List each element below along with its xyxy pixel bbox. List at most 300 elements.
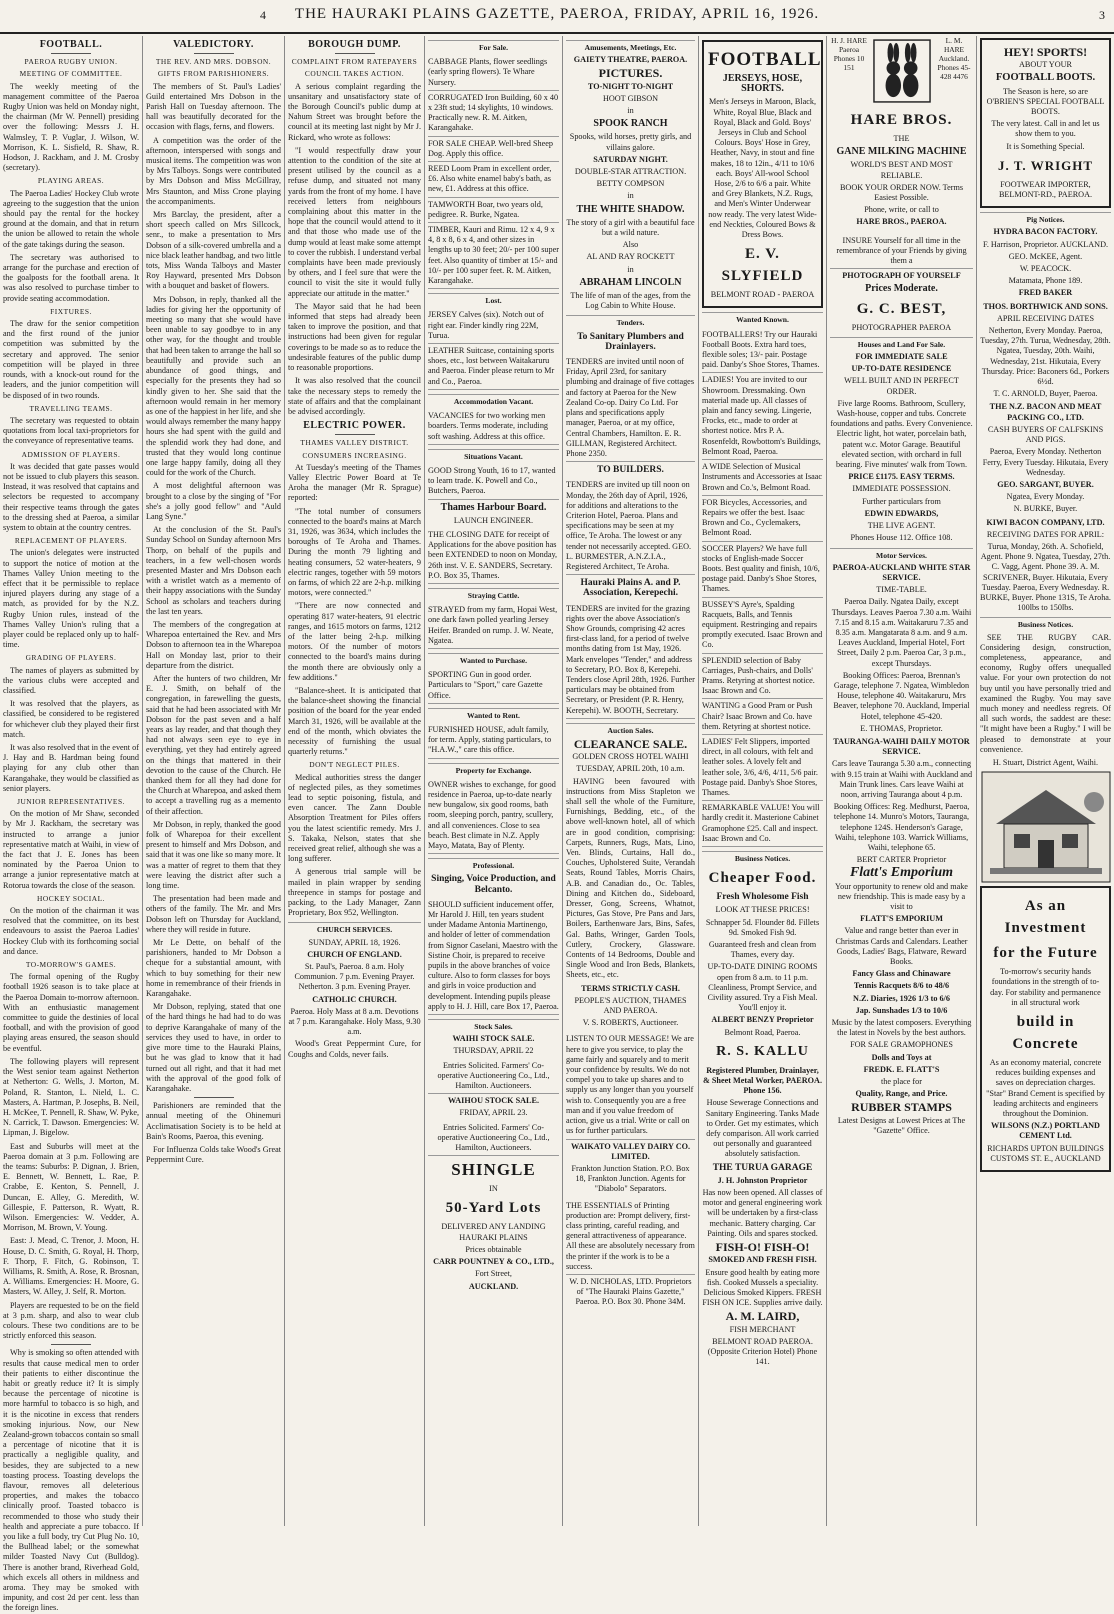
masthead xyxy=(0,6,1114,30)
paragraph: The following players will represent the West senior team against Netherton at Netherton: G. Wells, J. Morton, M. Poland, R. Stanton, L. Nield, L. C. Masters, A. Hartman, P. Josephs, B. Neil, H. McKee, T. Pennell, R. Shaw, W. Pyke, N. Carrick, T. Dawson. Emergencies: W. Lipman, J. Bigelow. xyxy=(3,1056,139,1138)
music: Music by the latest composers. Everything the latest in Novels by the best authors. xyxy=(831,1018,972,1038)
column-valedictory xyxy=(142,36,284,1526)
divider xyxy=(335,434,375,435)
auctioneer: V. S. ROBERTS, Auctioneer. xyxy=(582,1018,679,1028)
classified-ad: FOR Bicycles, Accessories, and Repairs we offer the best. Isaac Brown and Co., Cyclemakers, Belmont Road. xyxy=(702,496,823,542)
classified-heading: Tenders. xyxy=(566,315,695,328)
hey-sports: HEY! SPORTS! xyxy=(1003,45,1088,59)
classified-ad: TIMBER, Kauri and Rimu. 12 x 4, 9 x 4, 8 x 8, 6 x 4, and other sizes in lengths up to 30 feet; 20/- per 100 super feet. Also quantity of timber at 15/- and 10/- per 100 super feet. R. M. Aitken, Karangahake. xyxy=(428,223,559,289)
hotel-name: GOLDEN CROSS HOTEL WAIHI xyxy=(572,752,689,762)
classified-heading: Houses and Land For Sale. xyxy=(830,337,973,350)
dates: Netherton, Every Monday. Paeroa, Tuesday, 27th. Turua, Wednesday, 28th. Ngatea, Tuesday, 20th. Waihi, Wednesday, 21st. Hikutaia, Every Thursday. Price: Baconers 6d., Porkers 6½d. xyxy=(980,326,1111,387)
wright-advert xyxy=(980,38,1111,208)
ad-date: FRIDAY, APRIL 23. xyxy=(459,1108,528,1118)
nzb-dates: Paeroa, Every Monday. Netherton Ferry, Every Tuesday. Hikutaia, Every Wednesday. xyxy=(982,447,1109,477)
cash-buyers: CASH BUYERS OF CALFSKINS AND PIGS. xyxy=(987,424,1104,445)
paragraph: It was also resolved that the council take the necessary steps to remedy the state of affairs and that the complainant be advised accordingly. xyxy=(288,376,421,416)
hare-left: H. J. HARE Paeroa Phones 10 151 xyxy=(831,36,867,72)
tender-notice: TENDERS are invited until noon of Friday, April 23rd, for sanitary plumbing and drainage of five cottages and factory at Paeroa for the New Zealand Co-op. Dairy Co Ltd. For plans and specifications apply manager, Paeroa, or at my office, Central Chambers, Hamilton. E. R. GILLMAN, Registered Architect. Phone 2350. xyxy=(566,355,695,462)
divider xyxy=(51,53,91,54)
flatts-heading: Flatt's Emporium xyxy=(849,865,954,881)
shingle-address: Fort Street, xyxy=(475,1269,512,1279)
latest: The very latest. Call in and let us show them to you. xyxy=(991,119,1100,139)
paragraph: Mr Dobson, replying, stated that one of the hard things he had had to do was to deprive Karangahake of many of the services they used to have, in order to give more time to the Hauraki Plains, but he was glad to know that it had turned out all right, and that it had met with the approval of the good folk of Karangahake. xyxy=(146,1002,281,1093)
classified-ad: Entries Solicited. Farmers' Co-operative Auctioneering Co., Ltd., Hamilton, Auctioneers. xyxy=(428,1121,559,1157)
clearance-date: TUESDAY, APRIL 20th, 10 a.m. xyxy=(576,764,685,774)
nz-bacon: THE N.Z. BACON AND MEAT PACKING CO., LTD. xyxy=(989,402,1102,422)
article-heading: FOOTBALL. xyxy=(39,39,103,50)
dolls: Dolls and Toys at xyxy=(871,1052,932,1062)
diaries: N.Z. Diaries, 1926 1/3 to 6/6 xyxy=(853,993,950,1003)
also-label: Also xyxy=(622,240,639,250)
boots: FOOTBALL BOOTS. xyxy=(995,72,1096,84)
shingle-price: Prices obtainable xyxy=(465,1244,522,1254)
classified-heading: Motor Services. xyxy=(830,548,973,561)
paragraph: It was decided that gate passes would not be issued to club players this season. Instead, it was resolved that captains and selectors be requested to accompany their respective teams through the gates to the dressing shed at Paeroa, a similar system to obtain at the country centres. xyxy=(3,461,139,532)
paragraph: East and Suburbs will meet at the Paeroa domain at 3 p.m. Following are the teams: Suburbs: P. Dignan, J. Brien, E. Bennett, W. Bennett, L. Rae, P. Crabbe, E. Kenton, S. Pennell, J. Duncan, E. Alley, G. Meredith, W. Gillespie, F. Patterson, R. Wyatt, R. Wilson. Emergencies: W. Vedder, A. Morrison, M. Brown, V. Young. xyxy=(3,1141,139,1233)
classified-ad: TAMWORTH Boar, two years old, pedigree. R. Burke, Ngatea. xyxy=(428,198,559,223)
slyfield-address: BELMONT ROAD - PAEROA xyxy=(710,290,815,300)
masthead-rule xyxy=(0,32,1114,34)
dairy-company: WAIKATO VALLEY DAIRY CO. LIMITED. xyxy=(570,1141,691,1161)
section-heading: GIFTS FROM PARISHIONERS. xyxy=(157,69,270,79)
fish-o-body: Ensure good health by eating more fish. Cooked Mussels a speciality. Delicious Smoked Kippers. FRESH FISH ON ICE. Supplies arrive daily. xyxy=(702,1267,823,1308)
classified-ad: SHOULD sufficient inducement offer, Mr Harold J. Hill, ten years student under Madame Antonia Martinengo, and holder of letter of commendation from Signor Caselani, Maestro with the Sistine Choir, is prepared to receive pupils in the above branches of voice culture. Also to form classes for boys and girls in voice production and development. Intending pupils please apply to H. J. Hill, care Box 17, Paeroa. xyxy=(428,898,559,1015)
arnold: T. C. ARNOLD, Buyer, Paeroa. xyxy=(993,389,1098,399)
paragraph: The presentation had been made and others of the family. The Mr. and Mrs Dobson left on Thursday for Auckland, where they will reside in future. xyxy=(146,894,281,934)
section-heading: CONSUMERS INCREASING. xyxy=(302,450,407,460)
in-label: in xyxy=(627,106,634,116)
future-body: To-morrow's security hands foundations in the strength of to-day. For stability and permanence in all structural work xyxy=(990,967,1101,1007)
classified-ad: A WIDE Selection of Musical Instruments and Accessories at Isaac Brown and Co.'s, Belmont Road. xyxy=(702,460,823,496)
wilsons: WILSONS (N.Z.) PORTLAND CEMENT Ltd. xyxy=(991,1121,1100,1141)
classified-heading: Straying Cattle. xyxy=(428,588,559,601)
fancy-glass: Fancy Glass and Chinaware xyxy=(852,969,951,979)
kiwi-dates: Turua, Monday, 26th. A. Schofield, Agent. Phone 9. Ngatea, Tuesday, 27th. C. Vagg, Agent. Phone 39. A. M. SCRIVENER, Buyer. Hikutaia, Every Tuesday. Paeroa, Every Wednesday. R. BURKE, Buyer. Phone 131S, Te Aroha. 100lbs to 150lbs. xyxy=(980,541,1111,613)
kallu-subheading: Registered Plumber, Drainlayer, & Sheet Metal Worker, PAEROA. Phone 156. xyxy=(702,1065,822,1096)
paragraph: Why is smoking so often attended with results that cause medical men to order their patients to either discontinue the habit or greatly reduce it? It is simply because the percentage of nicotine is more harmful to tobacco is so high, and it is the nicotine in excess that renders smoking injurious. Now, our New Zealand-grown tobaccos contain so small a percentage of nicotine that it is practically a negligible quality, and besides, they are subjected to a new toasting process. Toasting develops the flavour, removes all deleterious properties, and makes the tobacco clinically proof. Toasted tobacco is recommended to those who study their health and appreciate a pure tobacco. If you like a full body, try Cut Plug No. 10, the Bullhead label; or the somewhat milder Toasted Navy Cut (Bulldog). There is another brand, Riverhead Gold, which excels all others in mildness and aroma. They may be smoked with impunity, and cost 2d per cent. less than the foreign lines. xyxy=(3,1348,139,1613)
church-services: Paeroa. Holy Mass at 8 a.m. Devotions at 7 p.m. Karangahake. Holy Mass, 9.30 a.m. xyxy=(288,1006,421,1037)
classified-ad: REED Loom Pram in excellent order, £6. Also white enamel baby's bath, as new, £1. Address at this office. xyxy=(428,162,559,198)
section-heading: PLAYING AREAS. xyxy=(37,176,105,186)
paragraph: The secretary was requested to obtain quotations from local taxi-proprietors for the conveyance of representative teams. xyxy=(3,415,139,446)
turua-garage: THE TURUA GARAGE xyxy=(712,1162,813,1173)
possession: IMMEDIATE POSSESSION. xyxy=(852,484,951,494)
kallu-name: R. S. KALLU xyxy=(716,1043,809,1059)
classified-ad: STRAYED from my farm, Hopai West, one dark fawn polled yearling Jersey Heifer. Branded on rump. J. W. Neate, Ngatea. xyxy=(428,603,559,649)
in-label: in xyxy=(627,191,634,201)
residence: UP-TO-DATE RESIDENCE xyxy=(851,364,952,374)
clearance-heading: CLEARANCE SALE. xyxy=(573,736,688,751)
classified-heading: Situations Vacant. xyxy=(428,449,559,462)
classified-heading: Professional. xyxy=(428,858,559,871)
best-name: G. C. BEST, xyxy=(856,300,947,317)
paragraph: A competition was the order of the afternoon, interspersed with songs and musical items. The competition was won by Mrs Talboys. Songs were contributed by Mrs Dobson and Miss McGillray, Mrs Staunton, and Miss Crone playing the accompaniments. xyxy=(146,135,281,206)
wright-name: J. T. WRIGHT xyxy=(997,157,1094,173)
agent: THE LIVE AGENT. xyxy=(867,521,936,531)
tender-notice: TENDERS are invited for the grazing rights over the above Association's Show Grounds, comprising 42 acres first-class land, for a period of twelve months dating from 1st May, 1926. Mark envelopes "Tender," and address to Secretary, P.O. Box 8, Kerepehi. Tenders close April 28th, 1926. Further particulars may be obtained from Secretary, or President (P. R. Henry, Kerepehi). W. BOOTH, Secretary. xyxy=(566,602,695,719)
paragraph: A generous trial sample will be mailed in plain wrapper by sending threepence in stamps for postage and packing, to the Lady Manager, Zann Proprietary, Box 952, Wellington. xyxy=(288,867,421,918)
in-label: in xyxy=(627,264,634,274)
matamata: Matamata, Phone 189. xyxy=(1008,276,1083,286)
immediate-sale: FOR IMMEDIATE SALE xyxy=(855,352,948,362)
classified-heading: Wanted Known. xyxy=(702,312,823,325)
classified-ad: FOR SALE CHEAP. Well-bred Sheep Dog. Apply this office. xyxy=(428,137,559,162)
build: build in Concrete xyxy=(1012,1014,1079,1052)
film-title: SPOOK RANCH xyxy=(593,118,668,130)
gane-bros: HARE BROS., PAEROA. xyxy=(856,217,947,227)
classified-ad: CORRUGATED Iron Building, 60 x 40 x 23ft stud; 14 skylights, 10 windows. Practically new. R. M. Aitken, Karangahake. xyxy=(428,91,559,137)
classified-heading: Business Notices. xyxy=(980,617,1111,630)
paragraph: The Paeroa Ladies' Hockey Club wrote agreeing to the suggestion that the union should pay the rental for the hockey ground at the domain, and that in return the union be allowed to retain the whole of the gate takings during the season. xyxy=(3,188,139,249)
article-subheading: COMPLAINT FROM RATEPAYERS xyxy=(291,57,418,67)
ad-heading: WAIHOU STOCK SALE. xyxy=(447,1096,540,1106)
tonight: TO-NIGHT TO-NIGHT xyxy=(587,81,674,91)
turua-body: Has now been opened. All classes of motor and general engineering work will be undertaken by a first-class mechanic. Battery charging. Car Painting. Oils and spares stocked. xyxy=(702,1188,823,1238)
fish-o-heading: FISH-O! FISH-O! xyxy=(715,1240,810,1255)
tauranga-body: Cars leave Tauranga 5.30 a.m., connecting with 9.15 train at Waihi with Auckland and Main Trunk lines. Cars leave Waihi at noon, arriving Tauranga about 4 p.m. xyxy=(830,759,973,799)
special: It is Something Special. xyxy=(1006,141,1085,151)
dining-rooms: UP-TO-DATE DINING ROOMS open from 8 a.m. to 11 p.m. Cleanliness, Prompt Service, and Civility assured. Try a Fish Meal. You'll enjoy it. xyxy=(707,962,818,1013)
classified-ad: OWNER wishes to exchange, for good residence in Paeroa, up-to-date nearly new bungalow, six good rooms, bath room, sleeping porch, pantry, scullery, and all conveniences. Close to sea beach. Best climate in N.Z. Apply Mayo, Matata, Bay of Plenty. xyxy=(428,778,559,854)
section-heading: TRAVELLING TEAMS. xyxy=(29,403,113,413)
hare-logo-icon xyxy=(873,38,931,104)
best-subheading: PHOTOGRAPHER PAEROA xyxy=(851,322,952,332)
booking: Booking Offices: Paeroa, Brennan's Garage, telephone 7. Ngatea, Wimbledon House, telephone 40. Waitakaruru, Mrs Beaver, telephone 70. Auckland, Imperial Hotel, telephone 45-420. xyxy=(833,670,970,721)
paragraph: The members of St. Paul's Ladies' Guild entertained Mrs Dobson in the Parish Hall on Tuesday afternoon. The hall was beautifully decorated for the occasion with flags, ferns, and flowers. xyxy=(146,81,281,132)
sargant: GEO. SARGANT, BUYER. xyxy=(997,479,1094,489)
ngatea-monday: Ngatea, Every Monday. xyxy=(1006,492,1085,502)
paragraph: The names of players as submitted by the various clubs were accepted and classified. xyxy=(3,665,139,695)
jerseys-heading: JERSEYS, HOSE, SHORTS. xyxy=(722,73,803,95)
article-heading: BOROUGH DUMP. xyxy=(308,39,401,50)
printing-signature: W. D. NICHOLAS, LTD. Proprietors of "The Hauraki Plains Gazette," Paeroa. P.O. Box 30. Phone 34M. xyxy=(569,1276,692,1307)
classified-heading: Business Notices. xyxy=(702,851,823,864)
section-heading: DON'T NEGLECT PILES. xyxy=(309,760,400,770)
phones: Phones House 112. Office 108. xyxy=(850,533,953,543)
paragraph: Players are requested to be on the field at 3 p.m. sharp, and also to wear club colours. These two conditions are to be strictly enforced this season. xyxy=(3,1300,139,1341)
kiwi-dates-head: RECEIVING DATES FOR APRIL: xyxy=(986,529,1105,539)
price: PRICE £1175. EASY TERMS. xyxy=(848,472,955,482)
paragraph: The secretary was authorised to arrange for the purchase and erection of the goalposts for the football arena. It was also resolved to purchase timber to provide seating accommodation. xyxy=(3,252,139,303)
season: The Season is here, so are O'BRIEN'S SPECIAL FOOTBALL BOOTS. xyxy=(986,86,1105,117)
classified-ad: Entries Solicited. Farmers' Co-operative Auctioneering Co., Ltd., Hamilton. Auctioneers. xyxy=(428,1059,559,1095)
paragraph: It was resolved that the players, as classified, be considered to be registered for whichever club they played their first match. xyxy=(3,699,139,739)
star-service: PAEROA-AUCKLAND WHITE STAR SERVICE. xyxy=(832,562,971,582)
classified-heading: Wanted to Purchase. xyxy=(428,653,559,666)
article-heading: ELECTRIC POWER. xyxy=(303,420,406,432)
church-name: CHURCH OF ENGLAND. xyxy=(307,949,402,959)
divider xyxy=(194,1097,234,1098)
paragraph: A serious complaint regarding the unsanitary and unsatisfactory state of the Borough Council's public dump at Nahum Street was brought before the council at its meeting last night by Mr J. Rickard, who wrote as follows: xyxy=(288,81,421,142)
printing-ad: THE ESSENTIALS of Printing production are: Prompt delivery, first-class printing, careful reading, and general attractiveness of appearance. All these are absolutely necessary from the printer if the work is to be a success. xyxy=(566,1199,695,1275)
film-description: Spooks, wild horses, pretty girls, and villains galore. xyxy=(569,132,692,152)
paragraph: "I would respectfully draw your attention to the condition of the site at present utilised by the council as a refuse dump, and situated not many yards from the front of my home. I have received letters from neighbours complaining about this matter in the hope that the council would attend to it and that those who made use of the dump would at least make some attempt to cover the rubbish. I understand verbal complaints have been made previously by others, and I feel sure that were the council to visit the site it would fully appreciate our attitude in the matter." xyxy=(288,145,421,298)
hydra: HYDRA BACON FACTORY. xyxy=(993,227,1098,237)
classified-ad: LADIES! You are invited to our Showroom. Dressmaking. Own material made up. All classes of plain and fancy sewing. Lingerie, Frocks, etc., made to order at shortest notice. Mrs P. A. Rosenfeldt, Rowbottom's Buildings, Belmont Road, Paeroa. xyxy=(702,373,823,460)
ad-heading: Singing, Voice Production, and Belcanto. xyxy=(431,874,556,895)
tender-heading: TO BUILDERS. xyxy=(597,465,664,476)
ad-heading: Thames Harbour Board. xyxy=(440,501,547,513)
fish-subheading: LOOK AT THESE PRICES! xyxy=(715,905,810,915)
article-heading: VALEDICTORY. xyxy=(173,39,254,50)
baker: FRED BAKER xyxy=(1018,288,1073,298)
classified-heading: Wanted to Rent. xyxy=(428,708,559,721)
peacock: W. PEACOCK. xyxy=(1019,264,1072,274)
film-title: THE WHITE SHADOW. xyxy=(576,203,685,215)
section-heading: COUNCIL TAKES ACTION. xyxy=(304,69,405,79)
classified-heading: Stock Sales. xyxy=(428,1019,559,1032)
classified-ad: WANTING a Good Pram or Push Chair? Isaac Brown and Co. have them. Retyring at shortest notice. xyxy=(702,699,823,735)
column-notices xyxy=(976,36,1114,1526)
paragraph: The Mayor said that he had been informed that steps had already been taken to improve the position, and that instructions had been given for regular coverings to be made so as to reduce the undesirable features of the public dump to reasonable proportions. xyxy=(288,301,421,373)
paragraph: Wood's Great Peppermint Cure, for Coughs and Colds, never fails. xyxy=(288,1039,421,1059)
kiwi: KIWI BACON COMPANY, LTD. xyxy=(986,517,1105,527)
fish-o-subheading: SMOKED AND FRESH FISH. xyxy=(708,1255,817,1265)
column-classifieds xyxy=(424,36,562,1526)
section-heading: TO-MORROW'S GAMES. xyxy=(25,960,117,970)
rugby-car: SEE THE RUGBY CAR. Considering design, construction, completeness, appearance, and economy, Rugby offers unequalled value. For your own protection do not buy until you have personally tried and examined the Rugby. You may save much money and needless regrets. Of all such words, the saddest are these: "It might have been a Rugby." I will be pleased to demonstrate at your convenience. xyxy=(980,632,1111,754)
wright-sub: FOOTWEAR IMPORTER, BELMONT-RD., PAEROA. xyxy=(998,179,1093,200)
paragraph: It was also resolved that in the event of J. Hay and B. Hardman being found playing for any club other than Karangahake, they would be classified as senior players. xyxy=(3,743,139,793)
shingle-from: CARR POUNTNEY & CO., LTD., xyxy=(433,1257,554,1267)
paragraph: On the motion of the chairman it was resolved that the committee, on its best endeavours to assist the Paeroa Ladies' Hockey Club with its forthcoming social and dance. xyxy=(3,906,139,956)
future: for the Future xyxy=(993,945,1098,962)
tender-heading: Hauraki Plains A. and P. Association, Kerepechi. xyxy=(580,578,681,599)
classified-ad: FURNISHED HOUSE, adult family, for term. Apply, stating particulars, to "H.A.W.," care this office. xyxy=(428,723,559,759)
gane-sub: WORLD'S BEST AND MOST RELIABLE. xyxy=(850,160,953,180)
slyfield-advert xyxy=(702,40,823,308)
classified-ad: THE CLOSING DATE for receipt of Applications for the above position has been EXTENDED to noon on Monday, 26th inst. V. E. SANDERS, Secretary. P.O. Box 35, Thames. xyxy=(428,528,559,584)
church-date: SUNDAY, APRIL 18, 1926. xyxy=(308,937,401,947)
paragraph: At Tuesday's meeting of the Thames Valley Electric Power Board at Te Aroha the manager (Mr R. Sprague) reported: xyxy=(288,462,421,503)
section-heading: HOCKEY SOCIAL. xyxy=(37,893,105,903)
classified-heading: For Sale. xyxy=(428,40,559,53)
the-label: THE xyxy=(893,134,910,143)
section-heading: JUNIOR REPRESENTATIVES. xyxy=(17,797,125,807)
pictures-heading: PICTURES. xyxy=(598,66,663,81)
paragraph: Medical authorities stress the danger of neglected piles, as they sometimes lead to septic poisoning, fistula, and even cancer. The Zann Double Absorption Treatment for Piles offers you the latest scientific remedy. Mrs J. S. Takaka, Nelson, states that she received great relief, although she was a long sufferer. xyxy=(288,772,421,864)
flatts-body: Your opportunity to renew old and make new friendship. This is made easy by a visit to xyxy=(835,881,968,911)
about-your: ABOUT YOUR xyxy=(1019,60,1072,70)
tauranga: TAURANGA-WAIHI DAILY MOTOR SERVICE. xyxy=(833,736,970,757)
classified-ad: LEATHER Suitcase, containing sports shoes, etc., lost between Waitakaruru and Paeroa. Finder please return to Mr and Co., Paeroa. xyxy=(428,344,559,390)
classified-heading: Property for Exchange. xyxy=(428,763,559,776)
classified-ad: SOCCER Players? We have full stocks of English-made Soccer Boots. Best quality and finish, 10/6, postage paid. Danby's Shoe Stores, Thames. xyxy=(702,542,823,598)
classified-heading: Lost. xyxy=(428,293,559,306)
insure-text: INSURE Yourself for all time in the remembrance of your Friends by giving them a xyxy=(830,234,973,270)
page-number-left: 4 xyxy=(260,8,267,22)
residence-body: Five large Rooms. Bathroom, Scullery, Wash-house, copper and tubs. Concrete foundations and paths. Every Convenience. Electric light, hot water, porcelain bath, patent w.c. Motor Garage. Beautiful elevated section, with orchard in full bearing. Five minutes' walk from Town. xyxy=(830,398,973,470)
prices-moderate: Prices Moderate. xyxy=(865,283,938,295)
rubber-stamps: RUBBER STAMPS xyxy=(851,1100,952,1115)
paragraph: The weekly meeting of the management committee of the Paeroa Rugby Union was held on Monday night, the chairman (Mr W. Pennell) presiding over the following: Messrs J. H. Walmsley, T. P. Vuglar, J. Wilson, W. Morrison, K. L. Sisfield, R. Shaw, R. Hodson, J. Rackham, and J. M. Crosby (secretary). xyxy=(3,81,139,173)
dairy-message: LISTEN TO OUR MESSAGE! We are here to give you service, to play the game fairly and squarely and to merit your confidence by results. We do not compel you to take up shares and to supply us any longer than you yourself wish to. Consequently you are a free man and if you value freedom of action, give us a trial. Write or call on us for further particulars. xyxy=(566,1032,695,1139)
gane-machine: GANE MILKING MACHINE xyxy=(836,146,967,158)
photo-heading: PHOTOGRAPH OF YOURSELF xyxy=(842,271,961,281)
tender-notice: TENDERS are invited up till noon on Monday, the 26th day of April, 1926, for additions and alterations to the Criterion Hotel, Paeroa. Plans and specifications may be seen at my office, Te Aroha. The lowest or any tender not necessarily accepted. GEO. L. BURMESTER, A.N.Z.I.A., Registered Architect, Te Aroha. xyxy=(566,478,695,575)
column-amusements xyxy=(562,36,698,1526)
auctioneer: PEOPLE'S AUCTION, THAMES AND PAEROA. xyxy=(574,995,687,1016)
thomas: E. THOMAS, Proprietor. xyxy=(860,723,943,733)
shingle-in: IN xyxy=(489,1184,498,1194)
article-subheading: THAMES VALLEY DISTRICT. xyxy=(300,438,409,448)
divider xyxy=(335,53,375,54)
turua-proprietor: J. H. Johnston Proprietor xyxy=(717,1175,808,1185)
benzy-address: Belmont Road, Paeroa. xyxy=(724,1027,801,1037)
tauranga-booking: Booking Offices: Reg. Medhurst, Paeroa, telephone 14. Munro's Motors, Tauranga, telephone 124S. Henderson's Garage, Waihi, telephone 103. Warrick Williams, Waihi, telephone 65. xyxy=(833,802,970,852)
paragraph: East: J. Mead, C. Trenor, J. Moon, H. House, D. C. Smith, G. Royal, H. Thorp, F. Thorp, F. Fitch, G. Robinson, T. Williams, R. Smith, A. Rose, R. Brosnan, A. Williams. Emergencies: H. Moore, G. Masters, W. Alley, J. Self, R. Morton. xyxy=(3,1236,139,1297)
classified-ad: SPLENDID selection of Baby Carriages, Push-chairs, and Dolls' Prams. Retyring at shortest notice. Isaac Brown and Co. xyxy=(702,654,823,700)
well-built: WELL BUILT AND IN PERFECT ORDER. xyxy=(844,376,959,396)
classified-ad: SPORTING Gun in good order. Particulars to "Sport," care Gazette Office. xyxy=(428,668,559,704)
gane-book: BOOK YOUR ORDER NOW. Terms Easiest Possible. xyxy=(839,182,964,203)
column-advertisements xyxy=(698,36,826,1526)
paragraph: Mrs Barclay, the president, after a short speech called on Mrs Sillcock, senr., to make a presentation to Mrs Dobson of a silk-covered umbrella and a nice black leather handbag, and two little tots, Miss Wanda Talboys and Master Roy Hayward, presented Mrs Dobson with a bouquet and basket of flowers. xyxy=(146,210,281,291)
article-subheading: THE REV. AND MRS. DOBSON. xyxy=(155,57,272,67)
mckee: GEO. McKEE, Agent. xyxy=(1008,251,1083,261)
classified-ad: VACANCIES for two working men boarders. Terms moderate, including soft washing. Address at this office. xyxy=(428,409,559,445)
star-name: AL AND RAY ROCKETT xyxy=(586,252,675,262)
laird-address: BELMONT ROAD PAEROA. (Opposite Criterion Hotel) Phone 141. xyxy=(707,1336,818,1367)
classified-heading: Amusements, Meetings, Etc. xyxy=(566,40,695,53)
football-body: Men's Jerseys in Maroon, Black, White, Royal Blue, Black and Royal, Black and Gold. Boys' Jerseys in Club and School Colours. Boys' Hose in Grey, Heather, Navy, in stout and fine makes, 18 to 12in., 4/11 to 10/6 each. Boys' All-wool School Hose, 2/6 to 6/6 a pair. White and Grey Blankets, N.Z. Rugs, and Men's Winter Underwear now ready. The very latest Wide-end Neckties, Coloured Bows & Dress Bows. xyxy=(708,97,817,240)
paragraph: Mr Le Dette, on behalf of the parishioners, handed to Mr Dobson a cheque for a substantial amount, with which to buy something for their new home in remembrance of their friends in Karangahake. xyxy=(146,938,281,999)
benzy-name: ALBERT BENZY Proprietor xyxy=(711,1015,814,1025)
edwards: EDWIN EDWARDS, xyxy=(864,508,939,518)
paragraph: The formal opening of the Rugby football 1926 season is to take place at the Paeroa Domain to-morrow afternoon. With an enthusiastic management committee to guide the destinies of local football, and with the provision of good playing areas ensured, the season should be eventful. xyxy=(3,972,139,1053)
fish-heading: Fresh Wholesome Fish xyxy=(716,892,809,903)
classified-ad: REMARKABLE VALUE! You will hardly credit it. Masterione Cabinet Gramophone £25. Call and inspect. Isaac Brown and Co. xyxy=(702,801,823,847)
paragraph: Mr Dobson, in reply, thanked the good folk of Wharepoa for their excellent present to himself and Mrs Dobson, and said that it was one like so many more. It was a matter of regret to them that they were leaving the district after such a long time. xyxy=(146,819,281,891)
film-title: ABRAHAM LINCOLN xyxy=(579,276,682,288)
star-name: BETTY COMPSON xyxy=(596,179,665,189)
timetable: TIME-TABLE. xyxy=(876,585,927,595)
laird-name: A. M. LAIRD, xyxy=(725,1309,800,1324)
concrete-advert xyxy=(980,886,1111,1172)
paragraph: "Balance-sheet. It is anticipated that the balance-sheet showing the financial position of the board for the year ended March 31, 1926, will be available at the end of the month, which obviates the necessity of furnishing the usual quarterly returns." xyxy=(288,685,421,757)
dairy-address: Frankton Junction Station. P.O. Box 18, Frankton Junction. Agents for "Diabolo" Separators. xyxy=(571,1163,690,1194)
paragraph: On the motion of Mr Shaw, seconded by Mr J. Rackham, the secretary was instructed to arrange a junior representative match at Waihi, in view of the fact that J. E. Jones has been nominated by the Paeroa Union to arrange a junior representative match at Rotorua towards the close of the season. xyxy=(3,809,139,890)
fish-prices: Schnapper 5d. Flounder 8d. Fillets 9d. Smoked Fish 9d. xyxy=(705,917,820,937)
shingle-lots: 50-Yard Lots xyxy=(445,1200,542,1217)
newspaper-title: THE HAURAKI PLAINS GAZETTE, PAEROA, FRIDAY, APRIL 16, 1926. xyxy=(294,6,820,22)
ad-subheading: LAUNCH ENGINEER. xyxy=(453,515,534,525)
classified-ad: LADIES' Felt Slippers, imported direct, in all colours, with felt and leather soles. A lovely felt and leather sole, 3/6, 4/6, 4/11, 5/6 pair. Postage paid. Danby's Shoe Stores, Thames. xyxy=(702,735,823,801)
clearance-body: HAVING been favoured with instructions from Miss Stapleton we shall sell the whole of the Furniture, Furnishings, Bedding, etc., of the above well-known hotel, all of which are in good condition, comprising: Carpets, Runners, Rugs, Mats, Lino, Ven. Blinds, Curtains, Hall do., Couches, Upholstered Suite, Verandah Seats, Round Tables, Morris Chairs, A.B. and Canadian do., Oc. Tables, Dining and Kitchen do., Sideboard, Dresser, Gong, Screens, Whatnot, Pictures, Gas Stove, Pre Pans and Jars, Boilers, Earthenware Jars, Bins, Safes, Gal. Baths, Wringer, Garden Tools, Cutlery, Crockery, Glassware. Contents of 14 Bedrooms, Double and Single Wood and Iron Beds, Blankets, Sheets, etc., etc. xyxy=(566,776,695,980)
church-name: CATHOLIC CHURCH. xyxy=(312,994,397,1004)
ad-heading: WAIHI STOCK SALE. xyxy=(452,1034,535,1044)
carter: BERT CARTER Proprietor xyxy=(856,855,947,865)
april-receiving: APRIL RECEIVING DATES xyxy=(996,313,1095,323)
church-services: St. Paul's, Paeroa. 8 a.m. Holy Communion. 7 p.m. Evening Prayer. Netherton. 3 p.m. Evening Prayer. xyxy=(294,962,415,992)
saturday: SATURDAY NIGHT. xyxy=(593,154,668,164)
column-borough-dump xyxy=(284,36,424,1526)
column-hare-bros xyxy=(826,36,976,1526)
terms: TERMS STRICTLY CASH. xyxy=(581,983,680,993)
laird-subheading: FISH MERCHANT xyxy=(729,1324,796,1334)
paragraph: The draw for the senior competition and the first round of the junior competition was submitted by the secretary and approved. The senior competition will be played in three rounds, with a knock-out round for the leaders, and the junior competition will be disposed of in two rounds. xyxy=(3,319,139,400)
investment: As an Investment xyxy=(1004,898,1087,937)
further: Further particulars from xyxy=(862,496,941,506)
divider xyxy=(194,53,234,54)
paragraph: The union's delegates were instructed to support the notice of motion at the Thames Valley Union meeting to the effect that it be permissible to replace injured players during any stage of a match, as provided for by the N.Z. Rugby Union rules, instead of the Thames Valley Union's ruling that a player could be replaced only up to half-time. xyxy=(3,548,139,650)
page-number-right: 3 xyxy=(1099,8,1106,22)
classified-heading: Auction Sales. xyxy=(566,723,695,736)
hydra-sub: F. Harrison, Proprietor. AUCKLAND. xyxy=(982,239,1109,249)
kallu-body: House Sewerage Connections and Sanitary Engineering. Tanks Made to Order. Get my estimates, which defy comparison. All work carried out personally and guaranteed absolutely satisfaction. xyxy=(705,1098,820,1159)
classified-ad: FOOTBALLERS! Try our Hauraki Football Boots. Extra hard toes, flexible soles; 13/- pair. Postage paid. Danby's Shoe Stores, Thames. xyxy=(702,328,823,374)
timetable-body: Paeroa Daily. Ngatea Daily, except Thursdays. Leaves Paeroa 7.30 a.m. Waihi 7.15 and 8.15 a.m. Waitakaruru 7.35 and 8.35 a.m. Mangatarata 8 a.m. and 9 a.m. Leaves Auckland, Imperial Hotel, Fort Street, Daily 2 p.m. Paeroa Car, 3 p.m., except Thursdays. xyxy=(831,597,972,668)
paragraph: "There are now connected and operating 817 water-heaters, 91 electric ranges, and 1615 motors on farms, 1212 of the latter being 2-h.p. milking motors. Of the number of motors connected to the board's mains during the month there are obviously only a few additions." xyxy=(288,601,421,682)
flatts-body2: Value and range better than ever in Christmas Cards and Calendars. Leather Goods, Ladies' Bags, Flatware, Reward Books. xyxy=(835,926,968,967)
paragraph: After the hunters of two children, Mr E. J. Smith, on behalf of the congregation, in farewelling the guests, said that he had been associated with Mr Dobson for the past seven and a half years as lay reader, and that though they had not always seen eye to eye in everything, yet they had entirely agreed on the things that mattered in their devotion to the cause of the Church. He thanked them for all they had done for the Church at Wharepoa, and asked them to accept a travelling rug as a memento of their affection. xyxy=(146,673,281,816)
theatre-name: GAIETY THEATRE, PAEROA. xyxy=(573,55,688,65)
shingle-heading: SHINGLE xyxy=(451,1160,536,1180)
section-heading: CHURCH SERVICES. xyxy=(288,922,421,935)
article-subheading: PAEROA RUGBY UNION. xyxy=(24,57,118,67)
ad-date: THURSDAY, APRIL 22 xyxy=(453,1046,534,1056)
gane-phone: Phone, write, or call to xyxy=(864,205,939,215)
classified-ad: JERSEY Calves (six). Notch out of right ear. Finder kindly ring 22M, Turua. xyxy=(428,308,559,344)
section-heading: FIXTURES. xyxy=(50,306,92,316)
gramophones: FOR SALE GRAMOPHONES xyxy=(850,1040,953,1050)
tender-heading: To Sanitary Plumbers and Drainlayers. xyxy=(577,331,684,352)
slyfield-name: E. V. SLYFIELD xyxy=(721,246,804,285)
column-football xyxy=(0,36,142,1613)
football-heading: FOOTBALL xyxy=(708,49,822,70)
divider xyxy=(51,1344,91,1345)
section-heading: REPLACEMENT OF PLAYERS. xyxy=(14,536,128,546)
rubber-sub: Latest Designs at Lowest Prices at The "Gazette" Office. xyxy=(837,1115,966,1135)
sunshades: Jap. Sunshades 1/3 to 10/6 xyxy=(855,1005,948,1015)
hare-bros: HARE BROS. xyxy=(850,112,953,128)
star-name: HOOT GIBSON xyxy=(602,93,659,103)
section-heading: ADMISSION OF PLAYERS. xyxy=(21,449,121,459)
fish-body: Guaranteed fresh and clean from Thames, every day. xyxy=(708,940,817,960)
burke: N. BURKE, Buyer. xyxy=(1013,504,1078,514)
section-heading: MEETING OF COMMITTEE. xyxy=(19,69,123,79)
shingle-body: DELIVERED ANY LANDING HAURAKI PLAINS xyxy=(441,1222,546,1242)
classified-heading: Pig Notices. xyxy=(980,212,1111,225)
film-description: The life of man of the ages, from the Log Cabin to White House. xyxy=(570,291,691,311)
hare-right: L. M. HARE Auckland. Phones 45-428 4476 xyxy=(937,36,971,81)
classified-ad: GOOD Strong Youth, 16 to 17, wanted to learn trade. K. Powell and Co., Butchers, Paeroa. xyxy=(428,464,559,500)
stuart: H. Stuart, District Agent, Waihi. xyxy=(992,757,1099,767)
hare-header xyxy=(830,36,973,106)
paragraph: At the conclusion of the St. Paul's Sunday School on Sunday afternoon Mrs Thorp, on behalf of the pupils and teachers, in a few well-chosen words presented Master and Mrs Dobson each with a wristlet watch as a memento of their happy associations with the Sunday School as scholars and teachers during the last ten years. xyxy=(146,525,281,616)
classified-ad: BUSSEY'S Ayre's, Spalding Racquets, Balls, and Tennis equipment. Restringing and repairs promptly executed. Isaac Brown and Co. xyxy=(702,598,823,654)
concrete-house-illustration-icon xyxy=(982,772,1110,882)
tennis: Tennis Racquets 8/6 to 48/6 xyxy=(853,981,950,991)
paragraph: Mrs Dobson, in reply, thanked all the ladies for giving her the opportunity of meeting so many that she would have been unable to say goodbye to in any other way, for the thought and trouble that had been taken to arrange the hall so beautifully and provide such an abundance of good things, and especially for the presents they had so kindly given to her. She said that the afternoon would remain in her memory as one of the happiest in her life, and she would always remember the many happy hours she had spent with the guild and the splendid work they had done, and trusted that they would long continue one large happy family, doing all they could for the work of the Church. xyxy=(146,294,281,478)
flatts-name: FLATT'S EMPORIUM xyxy=(860,914,943,924)
section-heading: GRADING OF PLAYERS. xyxy=(25,653,117,663)
paragraph: "The total number of consumers connected to the board's mains at March 31, 1926, was 3634, which includes the boroughs of Te Aroha and Thames. During the month 79 lighting and heating consumers, 52 water-heaters, 9 electric ranges, together with 59 motors on farms, of which 22 are 2-h.p. milking motors, were connected." xyxy=(288,506,421,598)
double-star: DOUBLE-STAR ATTRACTION. xyxy=(574,167,687,177)
paragraph: The members of the congregation at Wharepoa entertained the Rev. and Mrs Dobson to afternoon tea in the Wharepoa Hall on Monday last, prior to their departure from the district. xyxy=(146,619,281,670)
classified-ad: CABBAGE Plants, flower seedlings (early spring flowers). Te Whare Nursery. xyxy=(428,55,559,91)
place: the place for xyxy=(881,1077,922,1087)
cheaper-food: Cheaper Food. xyxy=(708,870,817,887)
shingle-city: AUCKLAND. xyxy=(468,1281,519,1291)
classified-heading: Accommodation Vacant. xyxy=(428,394,559,407)
concrete-body: As an economy material, concrete reduces building expenses and saves on depreciation charges. "Star" Brand Cement is specified by leading architects and engineers throughout the Dominion. xyxy=(986,1058,1105,1119)
paragraph: For Influenza Colds take Wood's Great Peppermint Cure. xyxy=(146,1144,281,1165)
paragraph: A most delightful afternoon was brought to a close by the singing of "For she's a jolly good fellow" and "Auld Lang Syne." xyxy=(146,481,281,521)
wilsons-address: RICHARDS UPTON BUILDINGS CUSTOMS ST. E., AUCKLAND xyxy=(987,1143,1104,1163)
borthwick: THOS. BORTHWICK AND SONS. xyxy=(983,301,1108,311)
